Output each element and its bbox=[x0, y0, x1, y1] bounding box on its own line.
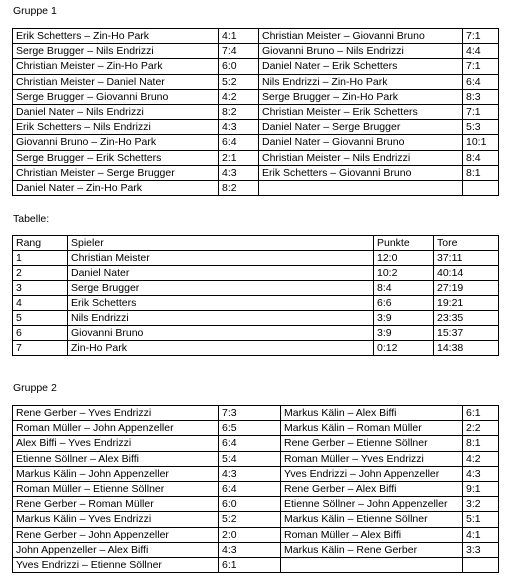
table-cell: Markus Kälin – Yves Endrizzi bbox=[13, 512, 219, 527]
table-cell bbox=[281, 557, 463, 572]
table-cell: 12:0 bbox=[374, 251, 434, 266]
table-cell: 23:35 bbox=[434, 311, 499, 326]
table-cell: Serge Brugger bbox=[68, 281, 374, 296]
table-cell: 19:21 bbox=[434, 296, 499, 311]
table-cell: 27:19 bbox=[434, 281, 499, 296]
table-cell: 6:4 bbox=[219, 436, 281, 451]
table-cell: 2:2 bbox=[463, 421, 499, 436]
gruppe2-heading: Gruppe 2 bbox=[13, 382, 57, 394]
table-cell: Christian Meister – Serge Brugger bbox=[13, 165, 219, 180]
gruppe2-body bbox=[13, 406, 499, 573]
table-cell: 2 bbox=[13, 266, 68, 281]
table-cell: John Appenzeller – Alex Biffi bbox=[13, 542, 219, 557]
table-cell bbox=[259, 180, 463, 195]
table-cell: 4:3 bbox=[219, 165, 259, 180]
table-cell: Nils Endrizzi – Zin-Ho Park bbox=[259, 74, 463, 89]
table-cell: Markus Kälin – Roman Müller bbox=[281, 421, 463, 436]
match-row bbox=[13, 421, 499, 436]
gruppe2-table bbox=[12, 405, 499, 573]
table-cell: 7:3 bbox=[219, 406, 281, 421]
table-cell: 2:0 bbox=[219, 527, 281, 542]
table-cell bbox=[463, 180, 499, 195]
table-cell: 6:4 bbox=[219, 135, 259, 150]
table-cell: Roman Müller – Etienne Söllner bbox=[13, 481, 219, 496]
table-cell: Christian Meister – Giovanni Bruno bbox=[259, 29, 463, 44]
column-header: Punkte bbox=[374, 236, 434, 251]
standings-header-row bbox=[13, 236, 499, 251]
table-cell: Roman Müller – John Appenzeller bbox=[13, 421, 219, 436]
gruppe1-heading: Gruppe 1 bbox=[13, 5, 57, 17]
table-cell: 8:2 bbox=[219, 180, 259, 195]
table-cell: 6:4 bbox=[219, 481, 281, 496]
table-cell: 4:2 bbox=[219, 89, 259, 104]
table-cell: Christian Meister bbox=[68, 251, 374, 266]
table-cell: 0:12 bbox=[374, 341, 434, 356]
table-cell: 4:1 bbox=[463, 527, 499, 542]
table-cell: 3 bbox=[13, 281, 68, 296]
gruppe1-body bbox=[13, 29, 499, 196]
match-row bbox=[13, 406, 499, 421]
match-row bbox=[13, 512, 499, 527]
table-cell: 4:3 bbox=[219, 466, 281, 481]
standings-body bbox=[13, 236, 499, 356]
table-cell: Etienne Söllner – John Appenzeller bbox=[281, 497, 463, 512]
standings-row bbox=[13, 326, 499, 341]
table-cell: Christian Meister – Nils Endrizzi bbox=[259, 150, 463, 165]
table-cell: 8:3 bbox=[463, 89, 499, 104]
table-cell: Daniel Nater bbox=[68, 266, 374, 281]
column-header: Rang bbox=[13, 236, 68, 251]
table-cell: 6:1 bbox=[463, 406, 499, 421]
table-cell: Markus Kälin – Etienne Söllner bbox=[281, 512, 463, 527]
table-cell: Serge Brugger – Giovanni Bruno bbox=[13, 89, 219, 104]
standings-row bbox=[13, 341, 499, 356]
table-cell: Zin-Ho Park bbox=[68, 341, 374, 356]
table-cell: Christian Meister – Zin-Ho Park bbox=[13, 59, 219, 74]
table-cell: 10:1 bbox=[463, 135, 499, 150]
table-cell: 3:9 bbox=[374, 311, 434, 326]
table-cell: 5:4 bbox=[219, 451, 281, 466]
table-cell: 14:38 bbox=[434, 341, 499, 356]
table-cell: 7:4 bbox=[219, 44, 259, 59]
table-cell bbox=[463, 557, 499, 572]
table-cell: 1 bbox=[13, 251, 68, 266]
match-row bbox=[13, 120, 499, 135]
table-cell: Daniel Nater – Giovanni Bruno bbox=[259, 135, 463, 150]
table-cell: 2:1 bbox=[219, 150, 259, 165]
match-row bbox=[13, 180, 499, 195]
table-cell: Erik Schetters bbox=[68, 296, 374, 311]
table-cell: Etienne Söllner – Alex Biffi bbox=[13, 451, 219, 466]
standings-row bbox=[13, 296, 499, 311]
table-cell: Giovanni Bruno – Nils Endrizzi bbox=[259, 44, 463, 59]
standings-row bbox=[13, 311, 499, 326]
standings-row bbox=[13, 281, 499, 296]
table-cell: Giovanni Bruno – Zin-Ho Park bbox=[13, 135, 219, 150]
table-cell: 5:3 bbox=[463, 120, 499, 135]
table-cell: 3:9 bbox=[374, 326, 434, 341]
table-cell: Serge Brugger – Zin-Ho Park bbox=[259, 89, 463, 104]
table-cell: 15:37 bbox=[434, 326, 499, 341]
table-cell: 4 bbox=[13, 296, 68, 311]
match-row bbox=[13, 542, 499, 557]
table-cell: Rene Gerber – Etienne Söllner bbox=[281, 436, 463, 451]
tabelle-heading: Tabelle: bbox=[13, 213, 50, 225]
table-cell: 8:1 bbox=[463, 165, 499, 180]
table-cell: Serge Brugger – Nils Endrizzi bbox=[13, 44, 219, 59]
table-cell: 8:4 bbox=[463, 150, 499, 165]
table-cell: 5:2 bbox=[219, 74, 259, 89]
match-row bbox=[13, 451, 499, 466]
table-cell: 4:2 bbox=[463, 451, 499, 466]
table-cell: Erik Schetters – Giovanni Bruno bbox=[259, 165, 463, 180]
match-row bbox=[13, 59, 499, 74]
table-cell: Nils Endrizzi bbox=[68, 311, 374, 326]
column-header: Spieler bbox=[68, 236, 374, 251]
table-cell: 4:1 bbox=[219, 29, 259, 44]
table-cell: 6:0 bbox=[219, 497, 281, 512]
column-header: Tore bbox=[434, 236, 499, 251]
table-cell: 5:2 bbox=[219, 512, 281, 527]
table-cell: 7:1 bbox=[463, 29, 499, 44]
table-cell: 8:2 bbox=[219, 104, 259, 119]
table-cell: 4:3 bbox=[219, 542, 281, 557]
table-cell: 6:1 bbox=[219, 557, 281, 572]
match-row bbox=[13, 557, 499, 572]
table-cell: 6:0 bbox=[219, 59, 259, 74]
table-cell: Erik Schetters – Zin-Ho Park bbox=[13, 29, 219, 44]
match-row bbox=[13, 165, 499, 180]
match-row bbox=[13, 150, 499, 165]
match-row bbox=[13, 481, 499, 496]
standings-table bbox=[12, 235, 499, 356]
table-cell: Markus Kälin – John Appenzeller bbox=[13, 466, 219, 481]
table-cell: Roman Müller – Alex Biffi bbox=[281, 527, 463, 542]
match-row bbox=[13, 466, 499, 481]
table-cell: 4:3 bbox=[463, 466, 499, 481]
table-cell: 37:11 bbox=[434, 251, 499, 266]
table-cell: Roman Müller – Yves Endrizzi bbox=[281, 451, 463, 466]
table-cell: 7:1 bbox=[463, 59, 499, 74]
table-cell: Rene Gerber – Alex Biffi bbox=[281, 481, 463, 496]
table-cell: 4:4 bbox=[463, 44, 499, 59]
table-cell: 5 bbox=[13, 311, 68, 326]
table-cell: 3:3 bbox=[463, 542, 499, 557]
gruppe1-table bbox=[12, 28, 499, 196]
table-cell: 6:5 bbox=[219, 421, 281, 436]
match-row bbox=[13, 527, 499, 542]
match-row bbox=[13, 104, 499, 119]
table-cell: 6:6 bbox=[374, 296, 434, 311]
table-cell: Serge Brugger – Erik Schetters bbox=[13, 150, 219, 165]
table-cell: 40:14 bbox=[434, 266, 499, 281]
table-cell: 5:1 bbox=[463, 512, 499, 527]
table-cell: 6 bbox=[13, 326, 68, 341]
match-row bbox=[13, 89, 499, 104]
table-cell: Yves Endrizzi – John Appenzeller bbox=[281, 466, 463, 481]
table-cell: Markus Kälin – Alex Biffi bbox=[281, 406, 463, 421]
table-cell: 7:1 bbox=[463, 104, 499, 119]
table-cell: Markus Kälin – Rene Gerber bbox=[281, 542, 463, 557]
standings-row bbox=[13, 251, 499, 266]
table-cell: Yves Endrizzi – Etienne Söllner bbox=[13, 557, 219, 572]
table-cell: 8:4 bbox=[374, 281, 434, 296]
table-cell: Christian Meister – Daniel Nater bbox=[13, 74, 219, 89]
table-cell: Rene Gerber – Roman Müller bbox=[13, 497, 219, 512]
table-cell: 7 bbox=[13, 341, 68, 356]
table-cell: Daniel Nater – Nils Endrizzi bbox=[13, 104, 219, 119]
match-row bbox=[13, 29, 499, 44]
table-cell: Alex Biffi – Yves Endrizzi bbox=[13, 436, 219, 451]
match-row bbox=[13, 74, 499, 89]
table-cell: Daniel Nater – Zin-Ho Park bbox=[13, 180, 219, 195]
table-cell: Christian Meister – Erik Schetters bbox=[259, 104, 463, 119]
match-row bbox=[13, 436, 499, 451]
standings-row bbox=[13, 266, 499, 281]
table-cell: Erik Schetters – Nils Endrizzi bbox=[13, 120, 219, 135]
match-row bbox=[13, 44, 499, 59]
match-row bbox=[13, 497, 499, 512]
table-cell: Daniel Nater – Erik Schetters bbox=[259, 59, 463, 74]
table-cell: Giovanni Bruno bbox=[68, 326, 374, 341]
table-cell: Rene Gerber – John Appenzeller bbox=[13, 527, 219, 542]
table-cell: 4:3 bbox=[219, 120, 259, 135]
table-cell: 10:2 bbox=[374, 266, 434, 281]
table-cell: 3:2 bbox=[463, 497, 499, 512]
match-row bbox=[13, 135, 499, 150]
table-cell: 8:1 bbox=[463, 436, 499, 451]
table-cell: 6:4 bbox=[463, 74, 499, 89]
table-cell: Rene Gerber – Yves Endrizzi bbox=[13, 406, 219, 421]
table-cell: 9:1 bbox=[463, 481, 499, 496]
table-cell: Daniel Nater – Serge Brugger bbox=[259, 120, 463, 135]
